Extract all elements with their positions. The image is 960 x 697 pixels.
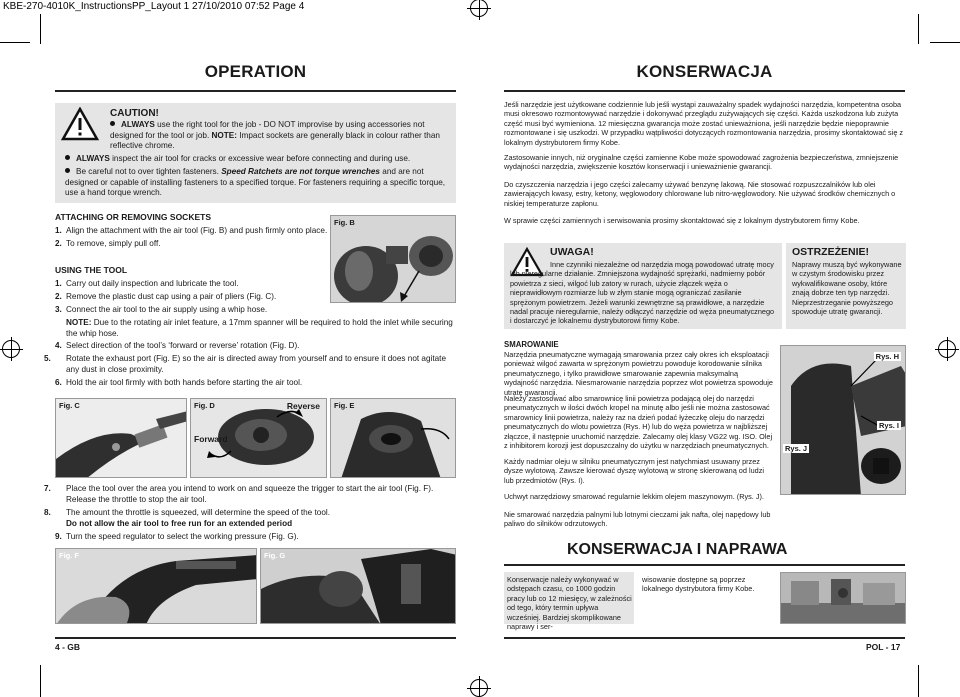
figure-label: Fig. G <box>264 551 286 560</box>
socket-attachment-image <box>331 216 456 303</box>
figure-label: Fig. C <box>59 401 80 410</box>
page-title-right: KONSERWACJA <box>636 62 773 81</box>
reverse-label: Reverse <box>286 401 320 411</box>
pliers-dust-cap-image <box>56 399 187 478</box>
figure-label: Fig. F <box>59 551 79 560</box>
caution-heading: CAUTION! <box>110 108 159 119</box>
figure-label: Fig. D <box>194 401 215 410</box>
page-number-right: POL - 17 <box>866 642 901 652</box>
naprawa-box <box>504 572 634 632</box>
figure-label: Rys. J <box>785 444 808 453</box>
step-item: 2. Remove the plastic dust cap using a pair of pliers (Fig. C). <box>55 292 277 301</box>
tool-in-hand-image <box>56 549 257 624</box>
registration-mark-icon <box>938 340 956 358</box>
uwaga-heading: UWAGA! <box>550 246 594 258</box>
figure-c <box>55 398 187 478</box>
body-paragraph: Zastosowanie innych, niż oryginalne części zamienne Kobe może spowodować zagrożenia bezpieczeństwa, zmniejszenie wydajności narzędzia, zwiększenie kosztów konserwacji i unieważnienie gwarancji. <box>504 153 899 172</box>
section-heading-attach: ATTACHING OR REMOVING SOCKETS <box>55 212 211 222</box>
footer-rule <box>504 637 905 639</box>
workshop-image <box>781 573 906 624</box>
naprawa-text: Konserwacje należy wykonywać w odstępach czasu, co 1000 godzin pracy lub co 12 miesięcy, w zależności od tego, który termin upływa wcześniej. Bardziej skomplikowane naprawy i ser- <box>507 575 632 632</box>
section-heading-using: USING THE TOOL <box>55 265 128 275</box>
crop-mark <box>40 14 41 44</box>
figure-f <box>55 548 257 624</box>
body-paragraph: Jeśli narzędzie jest użytkowane codziennie lub jeśli wystąpi zauważalny spadek wydajności narzędzia, kompetentna osoba musi okresowo rozmontowywać narzędzie i dokonywać przeglądu zużywających się części. Każda uszkodzona lub zużyta część musi być wymieniona. 12 miesięczna gwarancja może zostać unieważniona, jeśli narzędzie będzie niepoprawnie rozmontowane i się uszkodzi. W przypadku wątpliwości dotyczących rozmontowania narzędzia, prosimy skontaktować się z lokalnym dystrybutorem firmy Kobe. <box>504 100 904 147</box>
crop-mark <box>0 42 30 43</box>
bullet-icon <box>65 155 70 160</box>
figure-label: Fig. E <box>334 401 355 410</box>
ostrzezenie-text: Naprawy muszą być wykonywane w czystym środowisku przez wykwalifikowane osoby, które znają dobrze ten typ narzędzi. Nieprzestrzeganie powyższego spowoduje utratę gwarancji. <box>792 260 902 317</box>
bullet-icon <box>65 168 70 173</box>
registration-mark-icon <box>470 679 488 697</box>
title-rule <box>55 90 456 92</box>
caution-box <box>55 103 456 203</box>
page-title-left: OPERATION <box>204 62 307 81</box>
crop-mark <box>918 665 919 697</box>
registration-mark-icon <box>2 340 20 358</box>
figure-e <box>330 398 456 478</box>
section-title-naprawa: KONSERWACJA I NAPRAWA <box>567 541 788 558</box>
step-item: 8. The amount the throttle is squeezed, will determine the speed of the tool. Do not allow the air tool to free run for an extended period <box>44 508 330 528</box>
bullet-icon <box>110 121 115 126</box>
figure-label: Rys. H <box>875 352 899 361</box>
forward-label: Forward <box>194 434 228 444</box>
section-heading-smarowanie: SMAROWANIE <box>504 340 559 349</box>
step-item: 6. Hold the air tool firmly with both hands before starting the air tool. <box>55 378 303 387</box>
speed-regulator-image <box>261 549 456 624</box>
uwaga-box <box>504 243 782 329</box>
body-paragraph: W sprawie części zamiennych i serwisowania prosimy skontaktować się z lokalnym dystrybutorem firmy Kobe. <box>504 216 860 225</box>
figure-d <box>190 398 327 478</box>
print-slug: KBE-270-4010K_InstructionsPP_Layout 1 27/10/2010 07:52 Page 4 <box>3 1 305 12</box>
body-paragraph: Narzędzia pneumatyczne wymagają smarowania przez cały okres ich eksploatacji ponieważ wilgoć zawarta w sprężonym powietrzu powoduje korodowanie silnika pneumatycznego, i tylko prawidłowe smarowanie zapewnia maksymalną wydajność narzędzia. Niesmarowanie narzędzia poprzez wlot powietrza spowoduje utratę gwarancji. <box>504 350 773 397</box>
figure-label: Fig. B <box>334 218 355 227</box>
workshop-photo <box>780 572 906 624</box>
crop-mark <box>40 665 41 697</box>
figure-label: Rys. I <box>878 421 899 430</box>
step-item: 3. Connect the air tool to the air supply using a whip hose. <box>55 305 268 314</box>
caution-bullet: ALWAYS use the right tool for the job - DO NOT improvise by using accessories not designed for the tool or job. NOTE: Impact sockets are generally black in colour rather than reflective chrome. <box>110 120 440 151</box>
exhaust-port-image <box>331 399 456 478</box>
warning-triangle-icon <box>61 107 99 141</box>
step-item: 9. Turn the speed regulator to select the working pressure (Fig. G). <box>55 532 299 541</box>
ostrzezenie-box <box>786 243 906 329</box>
figure-b <box>330 215 456 303</box>
body-paragraph: Każdy nadmiar oleju w silniku pneumatycznym jest natychmiast usuwany przez dysze wylotową. Zawsze kierować dyszę wylotową w stronę skierowaną od ludzi lub przedmiotów (Rys. I). <box>504 457 764 485</box>
body-paragraph: Nie smarować narzędzia palnymi lub lotnymi cieczami jak nafta, olej napędowy lub paliwo do silników odrzutowych. <box>504 510 771 529</box>
step-item: 5. Rotate the exhaust port (Fig. E) so the air is directed away from yourself and to ensure it does not agitate any dust in close proximity. <box>44 354 447 374</box>
footer-rule <box>55 637 456 639</box>
step-item: 1. Align the attachment with the air tool (Fig. B) and push firmly onto place. <box>55 226 328 235</box>
uwaga-text: Inne czynniki niezależne od narzędzia mogą powodować utratę mocy lub nieregularne działanie. Zmniejszona wydajność sprężarki, nadmierny pobór powietrza z sieci, wilgoć lub zatory w rurach, użycie złączek węża o nieprawidłowym rozmiarze lub w złym stanie mogą ograniczać zasilanie sprężonym powietrzem. Jeżeli warunki zewnętrzne są prawidłowe, a narzędzie nadal pracuje nieregularnie, należy odłączyć narzędzie od węża pneumatycznego i dostarczyć je lokalnemu dystrybutorowi firmy Kobe. <box>510 260 775 326</box>
step-item: 2. To remove, simply pull off. <box>55 239 161 248</box>
crop-mark <box>918 14 919 44</box>
page-number-left: 4 - GB <box>55 642 81 652</box>
note-paragraph: NOTE: Due to the rotating air inlet feature, a 17mm spanner will be required to hold the inlet while securing the whip hose. <box>66 318 453 338</box>
body-paragraph: Należy zastosować albo smarownicę linii powietrza podającą olej do narzędzi pneumatycznych w ilości dwóch kropel na minutę albo jeśli nie można zastosować smarownicy linii powietrza, należy raz na dzień podać łyżeczkę oleju do narzędzi pneumatycznych do wlotu powietrza (Rys. H) lub do węża powietrza w najbliższej złączce, il następnie uruchomić narzędzie. Zalecamy olej klasy VG22 wg. ISO. Olej z inhibitorem korozji jest dopuszczalny do użytku w narzędziach pneumatycznych. <box>504 394 773 451</box>
naprawa-text-continued: wisowanie dostępne są poprzez lokalnego dystrybutora firmy Kobe. <box>642 575 755 594</box>
step-item: 7. Place the tool over the area you intend to work on and squeeze the trigger to start the air tool (Fig. F). Release the throttle to stop the air tool. <box>44 484 434 504</box>
section-rule <box>504 564 905 566</box>
ostrzezenie-heading: OSTRZEŻENIE! <box>792 246 870 258</box>
figure-rys-hij <box>780 345 906 495</box>
figure-g <box>260 548 456 624</box>
title-rule <box>504 90 905 92</box>
registration-mark-icon <box>470 0 488 17</box>
body-paragraph: Uchwyt narzędziowy smarować regularnie lekkim olejem maszynowym. (Rys. J). <box>504 492 764 501</box>
body-paragraph: Do czyszczenia narzędzia i jego części zalecamy używać benzynę lakową. Nie stosować rozpuszczalników lub olei zawierających kwasy, estry, ketony, węglowodory chlorowane lub nitro-węglowodory. Nie używać środków chemicznych o niskiej temperaturze zapłonu. <box>504 180 896 208</box>
caution-bullet: ALWAYS inspect the air tool for cracks or excessive wear before connecting and during use. <box>65 154 450 165</box>
caution-bullet: Be careful not to over tighten fasteners. Speed Ratchets are not torque wrenches and are not designed or capable of installing fasteners to a specified torque. For fasteners requiring a specific torque, use a hand torque wrench. <box>65 167 446 198</box>
step-item: 4. Select direction of the tool’s ‘forward or reverse’ rotation (Fig. D). <box>55 341 300 350</box>
crop-mark <box>930 42 960 43</box>
step-item: 1. Carry out daily inspection and lubricate the tool. <box>55 279 239 288</box>
